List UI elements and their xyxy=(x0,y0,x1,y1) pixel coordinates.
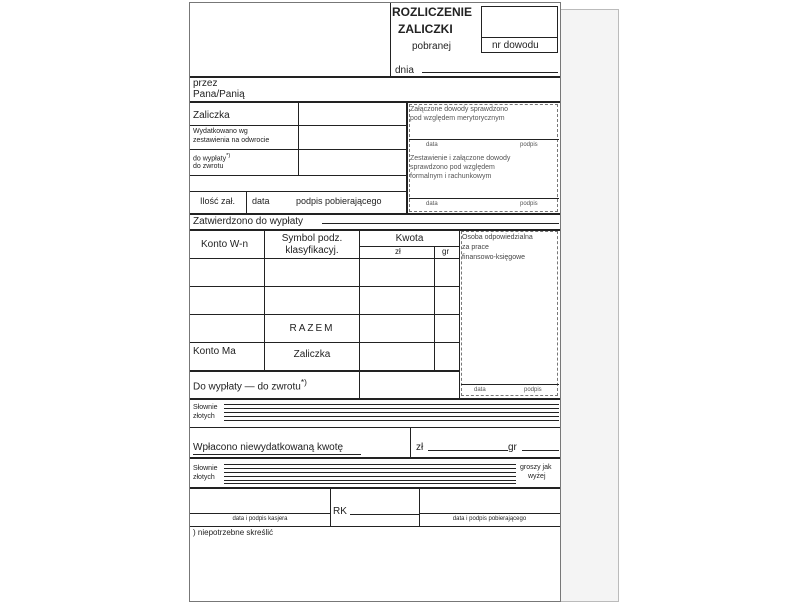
table-row-line-4 xyxy=(190,342,459,343)
table-row-line-5 xyxy=(190,370,459,372)
doc-number-box[interactable] xyxy=(481,6,558,38)
table-row-line-3 xyxy=(190,314,459,315)
responsible-podpis-label: podpis xyxy=(524,387,542,393)
approved-field-line[interactable] xyxy=(322,223,559,224)
returned-divider xyxy=(410,427,411,457)
zestawienie-line1: Zestawienie i załączone dowody xyxy=(410,155,511,162)
title-line2: ZALICZKI xyxy=(398,22,453,36)
words-1-bottom-rule xyxy=(190,427,560,428)
podpis-2-label: podpis xyxy=(520,201,538,207)
ilosc-zal-label: Ilość zał. xyxy=(200,196,236,206)
konto-wn-header: Konto W-n xyxy=(201,239,249,250)
table-row-line-1 xyxy=(190,258,459,259)
mid-divider xyxy=(406,101,408,213)
responsible-line2: za prace xyxy=(462,244,489,251)
podpis-1-label: podpis xyxy=(520,142,538,148)
title-line1: ROZLICZENIE xyxy=(392,5,472,19)
do-wyplaty-zwrotu-mark: *) xyxy=(300,377,307,387)
returned-label: Wpłacono niewydatkowaną kwotę xyxy=(193,442,344,453)
konto-ma-label: Konto Ma xyxy=(193,346,236,357)
returned-zl-line[interactable] xyxy=(428,450,508,451)
dnia-label: dnia xyxy=(395,65,414,76)
do-wyplaty-zwrotu-text: Do wypłaty — do zwrotu xyxy=(193,381,301,393)
date-field-line[interactable] xyxy=(422,72,558,73)
do-wyplaty-text: do wypłaty xyxy=(193,155,227,163)
wydatkowano-line2: zestawienia na odwrocie xyxy=(193,137,270,144)
responsible-line3: finansowo-księgowe xyxy=(462,254,526,261)
do-wyplaty-zwrotu-label xyxy=(193,378,307,392)
returned-gr-line[interactable] xyxy=(522,450,559,451)
slownie-1-label: Słownie xyxy=(193,404,218,411)
groszy-line2: wyżej xyxy=(528,473,546,480)
bottom-divider-1 xyxy=(330,487,331,526)
przez-label: przez xyxy=(193,78,218,89)
do-wyplaty-mark: *) xyxy=(226,153,231,159)
symbol-header-line1: Symbol podz. xyxy=(281,233,343,244)
table-col-1 xyxy=(264,229,265,370)
recipient-sign-label: data i podpis pobierającego xyxy=(452,516,527,522)
recipient-sign-line[interactable] xyxy=(419,513,560,514)
responsible-sign-line[interactable] xyxy=(461,384,559,385)
row-line-1 xyxy=(190,125,406,126)
returned-gr-label: gr xyxy=(508,442,517,453)
ilosc-divider xyxy=(246,191,247,213)
zlotych-2-label: złotych xyxy=(193,474,215,481)
groszy-line1: groszy jak xyxy=(520,464,552,471)
words-2-bottom-rule xyxy=(190,487,560,489)
responsible-data-label: data xyxy=(474,387,486,393)
returned-bottom-rule xyxy=(190,457,560,459)
cashier-sign-line[interactable] xyxy=(190,513,330,514)
rk-field-line[interactable] xyxy=(350,514,419,515)
table-col-zl-gr xyxy=(434,247,435,370)
zl-header: zł xyxy=(395,247,401,256)
kwota-header: Kwota xyxy=(395,233,424,244)
responsible-line1: Osoba odpowiedzialna xyxy=(462,234,533,241)
zestawienie-line2: sprawdzono pod względem xyxy=(410,164,495,171)
pobranej-label: pobranej xyxy=(412,41,451,52)
symbol-header-line2: klasyfikacyj. xyxy=(285,245,339,256)
block-bottom-rule xyxy=(190,213,560,215)
table-zaliczka-label: Zaliczka xyxy=(293,349,331,360)
zalaczone-line1: Załączone dowody sprawdzono xyxy=(410,106,509,113)
razem-label: RAZEM xyxy=(289,323,335,334)
nr-dowodu-label: nr dowodu xyxy=(492,40,539,51)
returned-field-line[interactable] xyxy=(193,454,361,455)
zestawienie-line3: formalnym i rachunkowym xyxy=(410,173,492,180)
podpis-pobierajacego-label: podpis pobierającego xyxy=(296,196,382,206)
verify-sign-line-1[interactable] xyxy=(409,139,559,140)
verify-sign-line-2[interactable] xyxy=(409,198,559,199)
wydatkowano-line1: Wydatkowano wg xyxy=(193,128,248,135)
pana-pania-label: Pana/Panią xyxy=(193,89,245,100)
data-label: data xyxy=(252,196,270,206)
footnote: ) niepotrzebne skreślić xyxy=(193,528,274,537)
data-1-label: data xyxy=(426,142,438,148)
table-col-3 xyxy=(459,229,460,398)
row-line-2 xyxy=(190,149,406,150)
bottom-rule xyxy=(190,526,560,527)
table-row-line-2 xyxy=(190,286,459,287)
form-sheet xyxy=(189,2,561,602)
zaliczka-label: Zaliczka xyxy=(193,110,230,121)
data-2-label: data xyxy=(426,201,438,207)
header-bottom-rule xyxy=(190,76,560,78)
slownie-2-label: Słownie xyxy=(193,465,218,472)
gr-header: gr xyxy=(442,247,450,256)
amount-in-words-field-1[interactable] xyxy=(224,404,559,421)
do-zwrotu-label: do zwrotu xyxy=(193,163,224,170)
zlotych-1-label: złotych xyxy=(193,413,215,420)
amount-in-words-field-2[interactable] xyxy=(224,464,516,484)
header-divider xyxy=(390,3,391,77)
zalaczone-line2: pod względem merytorycznym xyxy=(410,115,505,122)
do-wyplaty-label xyxy=(193,153,230,163)
row-line-4 xyxy=(190,191,406,192)
table-bottom-rule xyxy=(190,398,560,400)
row-line-3 xyxy=(190,175,406,176)
left-block-divider xyxy=(298,101,299,176)
rk-label: RK xyxy=(333,506,347,517)
approved-label: Zatwierdzono do wypłaty xyxy=(193,216,304,227)
returned-zl-label: zł xyxy=(416,442,424,453)
cashier-sign-label: data i podpis kasjera xyxy=(232,516,288,522)
payee-bottom-rule xyxy=(190,101,560,103)
